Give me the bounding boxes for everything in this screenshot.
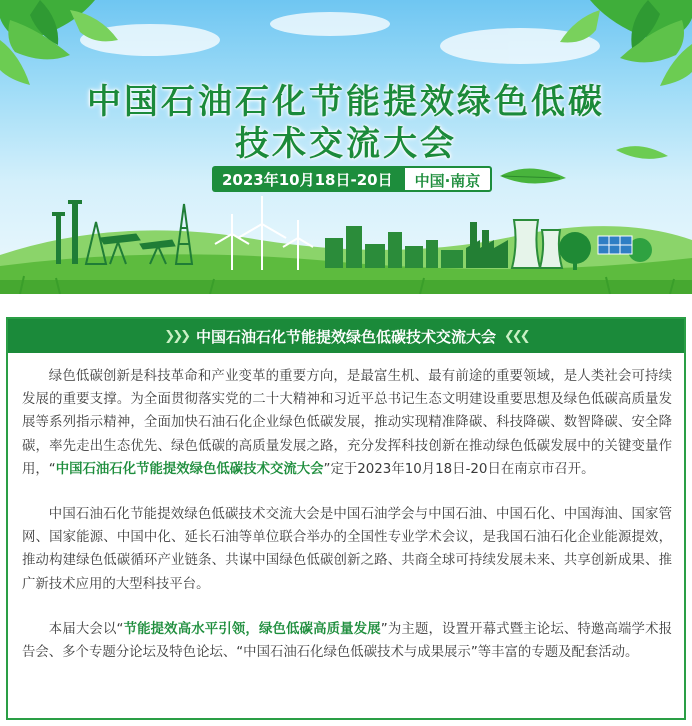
section-header [8,319,684,353]
paragraph-3-highlight: 节能提效高水平引领，绿色低碳高质量发展 [123,621,381,637]
banner-title-line-2: 技术交流大会 [235,124,457,164]
paragraph-1-text-b: ”定于2023年10月18日-20日在南京市召开。 [323,461,595,477]
chevron-left-decoration-icon: ❮❮❮ [504,328,528,344]
cooling-tower-icon [512,220,562,268]
event-location: 中国·南京 [403,166,493,192]
solar-panel-icon [598,236,632,254]
paragraph-3 [22,618,672,664]
conference-banner [0,0,692,294]
intro-section [6,317,686,720]
section-title: 中国石油石化节能提效绿色低碳技术交流大会 [195,327,496,346]
chevron-right-decoration-icon: ❯❯❯ [164,328,188,344]
paragraph-2: 中国石油石化节能提效绿色低碳技术交流大会是中国石油学会与中国石油、中国石化、中国海油、国家管网、国家能源、中国中化、延长石油等单位联合举办的全国性专业学术会议，是我国石油石化企业能源提效，推动构建绿色低碳循环产业链条、共谋中国绿色低碳创新之路、共商全球可持续发展未来、共享创新成果、推广新技术应用的大型科技平台。 [22,507,672,592]
paragraph-3-text-a: 本届大会以“ [48,621,124,637]
paragraph-1 [22,365,672,481]
paragraph-3-text-b: ”为主题，设置开幕式暨主论坛、特邀高端学术报告会、多个专题分论坛及特色论坛、“中国石油石化绿色低碳技术与成果展示”等丰富的专题及配套活动。 [22,621,673,661]
banner-title-line-1: 中国石油石化节能提效绿色低碳 [87,82,605,122]
event-info-bar [212,166,492,192]
factory-icon [466,222,508,268]
paragraph-1-text-a: 绿色低碳创新是科技革命和产业变革的重要方向，是最富生机、最有前途的重要领域，是人类社会可持续发展的重要支撑。为全面贯彻落实党的二十大精神和习近平总书记生态文明建设重要思想及绿色低碳高质量发展等系列指示精神，全面加快石油石化企业绿色低碳发展，推动实现精准降碳、科技降碳、数智降碳、安全降碳，率先走出生态优先、绿色低碳的高质量发展之路，充分发挥科技创新在推动绿色低碳发展中的关键变量作用，“ [22,369,672,477]
section-body [8,353,684,664]
event-date: 2023年10月18日-20日 [212,166,403,192]
cloud-icon [80,12,600,64]
paragraph-1-highlight: 中国石油石化节能提效绿色低碳技术交流大会 [55,461,324,477]
